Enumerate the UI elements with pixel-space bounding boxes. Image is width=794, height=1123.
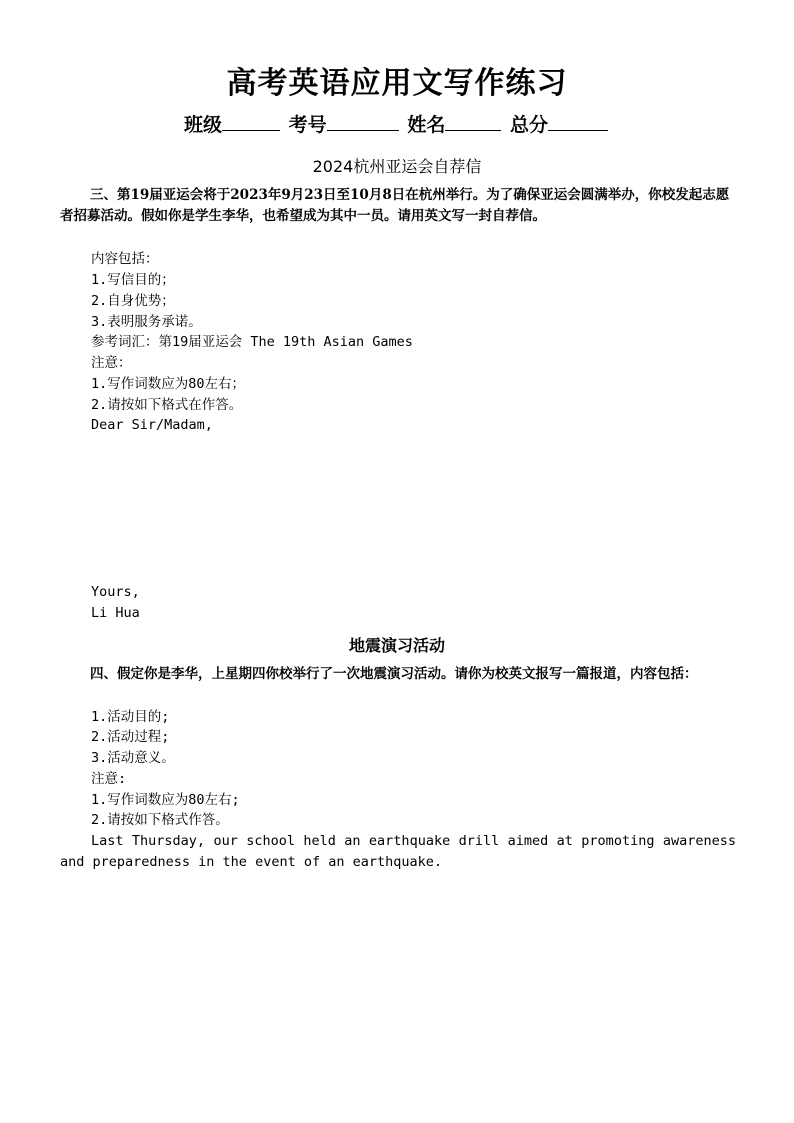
section2-line: 2.请按如下格式作答。 [91,812,229,828]
section2-heading: 地震演习活动 [348,636,445,655]
section2-line: 2.活动过程; [91,729,170,745]
score-label: 总分 [509,114,548,136]
section1-line: 2.请按如下格式在作答。 [91,397,243,413]
worksheet-title: 高考英语应用文写作练习 [226,66,568,101]
salutation: Dear Sir/Madam, [91,417,213,433]
section2-prompt: 四、假定你是李华，上星期四你校举行了一次地震演习活动。请你为校英文报写一篇报道，内容包括： [90,666,698,682]
name-label: 姓名 [407,114,446,136]
name-blank [445,112,501,131]
student-info-row [0,110,794,137]
section1-heading: 2024杭州亚运会自荐信 [312,157,482,176]
section2-line: 注意: [91,771,127,787]
section2-opening-paragraph: Last Thursday, our school held an earthquake drill aimed at promoting awareness and preparedness in the event of an earthquake. [60,833,736,870]
section1-line: 参考词汇：第19届亚运会 The 19th Asian Games [91,334,413,350]
exam-no-blank [327,112,399,131]
section2-line: 3.活动意义。 [91,750,175,766]
section1-line: 1.写作词数应为80左右； [91,376,246,392]
exam-no-label: 考号 [288,114,327,136]
section1-line: 1.写信目的； [91,272,175,288]
closing-signature: Li Hua [91,605,140,621]
score-blank [548,112,608,131]
section2-line: 1.写作词数应为80左右; [91,792,240,808]
section1-prompt: 三、第19届亚运会将于2023年9月23日至10月8日在杭州举行。为了确保亚运会圆满举办，你校发起志愿者招募活动。假如你是学生李华，也希望成为其中一员。请用英文写一封自荐信。 [60,187,730,224]
closing-yours: Yours, [91,584,140,600]
class-label: 班级 [184,114,223,136]
section1-line: 注意： [91,355,132,371]
section2-line: 1.活动目的; [91,709,170,725]
section1-line: 3.表明服务承诺。 [91,314,202,330]
section1-line: 内容包括： [91,251,159,267]
section1-line: 2.自身优势； [91,293,175,309]
class-blank [222,112,280,131]
